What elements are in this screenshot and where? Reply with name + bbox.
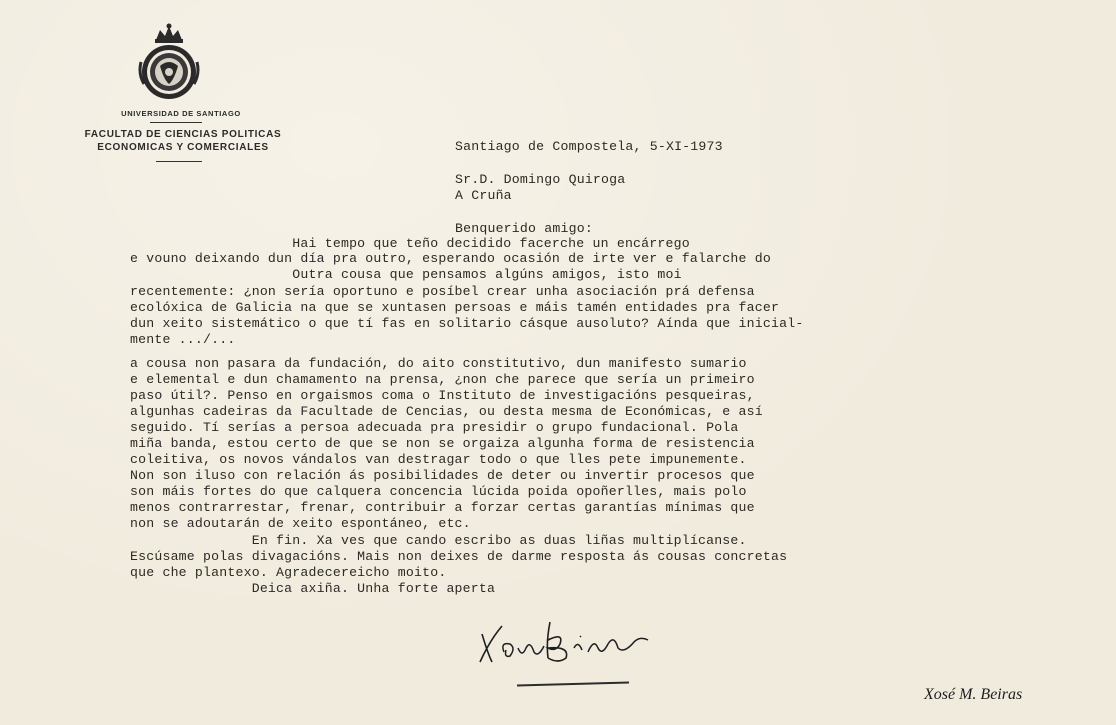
handwritten-signature-icon [478,618,653,670]
body-line: dun xeito sistemático o que tí fas en solitario cásque ausoluto? Aínda que inicial- [130,316,804,331]
body-line: que che plantexo. Agradecereicho moito. [130,565,447,580]
body-line: seguido. Tí serías a persoa adecuada pra presidir o grupo fundacional. Pola [130,420,739,435]
body-line: a cousa non pasara da fundación, do aito constitutivo, dun manifesto sumario [130,356,747,371]
divider [156,161,202,162]
body-line: e elemental e dun chamamento na prensa, ¿non che parece que sería un primeiro [130,372,755,387]
university-name: UNIVERSIDAD DE SANTIAGO [121,109,241,118]
body-line: Deica axiña. Unha forte aperta [130,581,496,596]
recipient-city: A Cruña [455,188,512,203]
body-line: mente .../... [130,332,236,347]
body-line: paso útil?. Penso en orgaismos coma o Instituto de investigacións pesqueiras, [130,388,755,403]
faculty-line-2: ECONOMICAS Y COMERCIALES [97,142,269,153]
body-line: recentemente: ¿non sería oportuno e posíbel crear unha asociación prá defensa [130,284,755,299]
signer-name: Xosé M. Beiras [924,686,1023,703]
body-line: En fin. Xa ves que cando escribo as duas liñas multiplícanse. [130,533,747,548]
recipient-name: Sr.D. Domingo Quiroga [455,172,626,187]
body-line: son máis fortes do que calquera concencia lúcida poida opoñerlles, mais polo [130,484,747,499]
faculty-name [38,128,328,154]
body-line: ecolóxica de Galicia na que se xuntasen persoas e máis tamén entidades pra facer [130,300,780,315]
divider [150,122,202,123]
body-line: algunhas cadeiras da Facultade de Cencias, ou desta mesma de Económicas, e así [130,404,763,419]
body-line: Hai tempo que teño decidido facerche un encárrego [130,236,690,251]
body-line: miña banda, estou certo de que se non se orgaiza algunha forma de resistencia [130,436,755,451]
body-line: coleitiva, os novos vándalos van destragar todo o que lles pete impunemente. [130,452,747,467]
body-line: Escúsame polas divagacións. Mais non deixes de darme resposta ás cousas concretas [130,549,788,564]
body-line: non se adoutarán de xeito espontáneo, etc. [130,516,471,531]
salutation: Benquerido amigo: [455,221,593,236]
body-line: e vouno deixando dun día pra outro, esperando ocasión de irte ver e falarche do [130,251,771,266]
body-line: Outra cousa que pensamos algúns amigos, isto moi [130,267,682,282]
signature-underline [517,682,629,686]
body-line: Non son iluso con relación ás posibilidades de deter ou invertir procesos que [130,468,755,483]
letter-date: Santiago de Compostela, 5-XI-1973 [455,139,723,154]
faculty-line-1: FACULTAD DE CIENCIAS POLITICAS [84,129,282,140]
university-seal-icon [138,22,200,102]
body-line: menos contrarrestar, frenar, contribuir a forzar certas garantías mínimas que [130,500,755,515]
